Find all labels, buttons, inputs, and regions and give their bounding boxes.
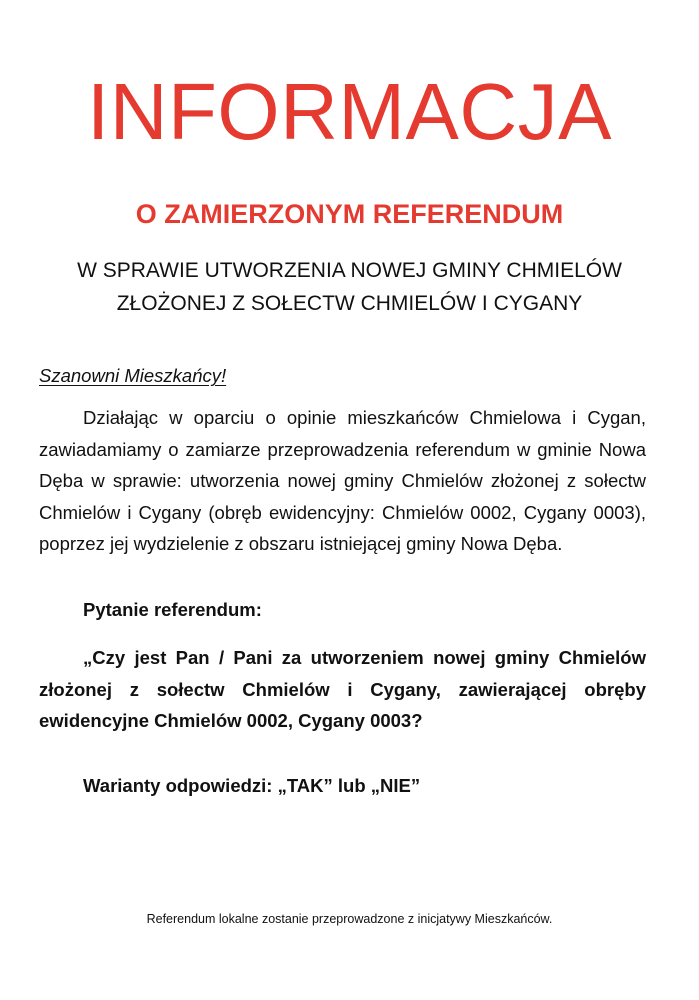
body-paragraph: Działając w oparciu o opinie mieszkańców Chmielowa i Cygan, zawiadamiamy o zamiarze przeprowadzenia referendum w gminie Nowa Dęba w sprawie: utworzenia nowej gminy Chmielów złożonej z sołectw Chmielów i Cygany (obręb ewidencyjny: Chmielów 0002, Cygany 0003), poprzez jej wydzielenie z obszaru istniejącej gminy Nowa Dęba. bbox=[39, 407, 646, 554]
topic-heading bbox=[30, 254, 669, 320]
page-title: INFORMACJA bbox=[87, 67, 612, 156]
footer-note: Referendum lokalne zostanie przeprowadzone z inicjatywy Mieszkańców. bbox=[146, 912, 553, 926]
referendum-question: „Czy jest Pan / Pani za utworzeniem nowej gminy Chmielów złożonej z sołectw Chmielów i Cygany, zawierającej obręby ewidencyjne Chmielów 0002, Cygany 0003? bbox=[39, 647, 646, 731]
greeting: Szanowni Mieszkańcy! bbox=[39, 365, 227, 386]
topic-line-2: ZŁOŻONEJ Z SOŁECTW CHMIELÓW I CYGANY bbox=[116, 292, 583, 315]
topic-line-1: W SPRAWIE UTWORZENIA NOWEJ GMINY CHMIELÓW bbox=[77, 259, 622, 282]
question-heading: Pytanie referendum: bbox=[83, 599, 262, 620]
answer-options: Warianty odpowiedzi: „TAK” lub „NIE” bbox=[83, 775, 421, 796]
page-subtitle: O ZAMIERZONYM REFERENDUM bbox=[135, 199, 564, 229]
